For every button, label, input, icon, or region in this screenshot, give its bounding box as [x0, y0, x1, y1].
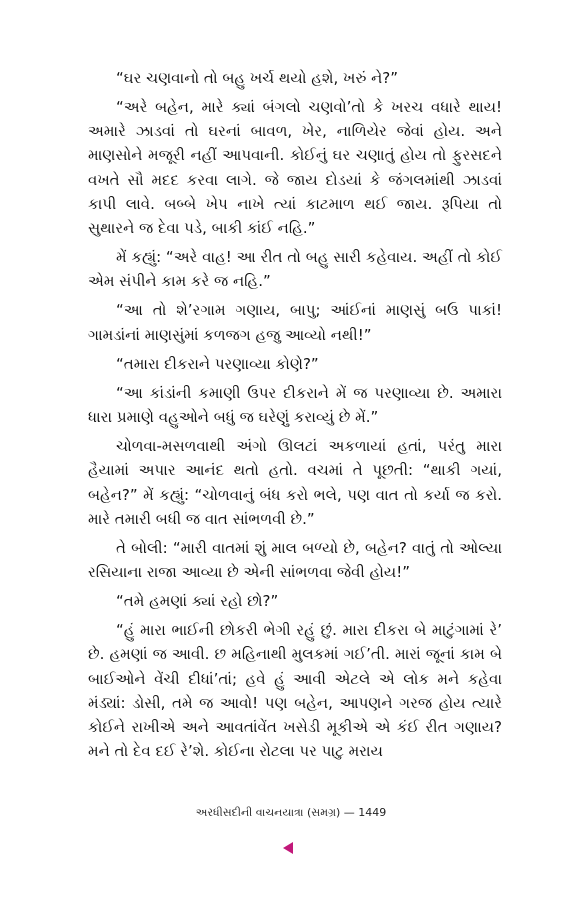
body-text: [88, 66, 502, 766]
paragraph: “અરે બહેન, મારે ક્યાં બંગલો ચણવો’તો કે ખરચ વધારે થાય! અમારે ઝાડવાં તો ઘરનાં બાવળ, ખેર, નાળિયેર જેવાં હોય. અને માણસોને મજૂરી નહીં આપવાની. કોઈનું ઘર ચણાતું હોય તો ફુરસદને વખતે સૌ મદદ કરવા લાગે. જે જાય દોડયાં કે જંગલમાંથી ઝાડવાં કાપી લાવે. બબ્બે ખેપ નાખે ત્યાં કાટમાળ થઈ જાય. રૂપિયા તો સુથારને જ દેવા પડે, બાકી કાંઈ નહિ.”: [88, 98, 502, 237]
paragraph: “આ કાંડાંની કમાણી ઉપર દીકરાને મેં જ પરણાવ્યા છે. અમારા ધારા પ્રમાણે વહુઓને બધું જ ઘરેણું કરાવ્યું છે મેં.”: [88, 383, 502, 427]
paragraph: “ઘર ચણવાનો તો બહુ ખર્ચ થયો હશે, ખરું ને?”: [116, 69, 398, 87]
paragraph: “હું મારા ભાઈની છોકરી ભેગી રહું છું. મારા દીકરા બે માટુંગામાં રે’ છે. હમણાં જ આવી. છ મહિનાથી મુલકમાં ગઈ’તી. મારાં જૂનાં કામ બે બાઈઓને વેંચી દીધાં’તાં; હવે હું આવી એટલે એ લોક મને કહેવા મંડ્યાં: ડોસી, તમે જ આવો! પણ બહેન, આપણને ગરજ હોય ત્યારે કોઈને રાખીએ અને આવતાંવેંત ખસેડી મૂકીએ એ કંઈ રીત ગણાય? મને તો દેવ દઈ રે’શે. કોઈના રોટલા પર પાટુ મરાય: [88, 621, 502, 761]
paragraph: “તમે હમણાં ક્યાં રહો છો?”: [116, 592, 279, 611]
paragraph: મેં કહ્યું: “અરે વાહ! આ રીત તો બહુ સારી કહેવાય. અહીં તો કોઈ એમ સંપીને કામ કરે જ નહિ.”: [88, 248, 502, 291]
previous-page-triangle-left-icon[interactable]: [283, 842, 293, 854]
paragraph: “તમારા દીકરાને પરણાવ્યા કોણે?”: [116, 354, 319, 373]
paragraph: “આ તો શે’રગામ ગણાય, બાપુ; આંઈનાં માણસું બઉ પાકાં! ગામડાંનાં માણસુંમાં કળજગ હજુ આવ્યો નથી!”: [88, 301, 502, 344]
paragraph: તે બોલી: “મારી વાતમાં શું માલ બળ્યો છે, બહેન? વાતું તો ઓલ્યા રસિયાના રાજા આવ્યા છે એની સાંભળવા જેવી હોય!”: [88, 538, 502, 581]
running-footer: અરધીસદીની વાચનયાત્રા (સમગ્ર) — 1449: [195, 806, 387, 819]
paragraph: ચોળવા-મસળવાથી અંગો ઊલટાં અકળાયાં હતાં, પરંતુ મારા હૈયામાં અપાર આનંદ થતો હતો. વચમાં તે પૂછતી: “થાકી ગયાં, બહેન?” મેં કહ્યું: “ચોળવાનું બંધ કરો ભલે, પણ વાત તો કર્યા જ કરો. મારે તમારી બધી જ વાત સાંભળવી છે.”: [88, 437, 502, 528]
